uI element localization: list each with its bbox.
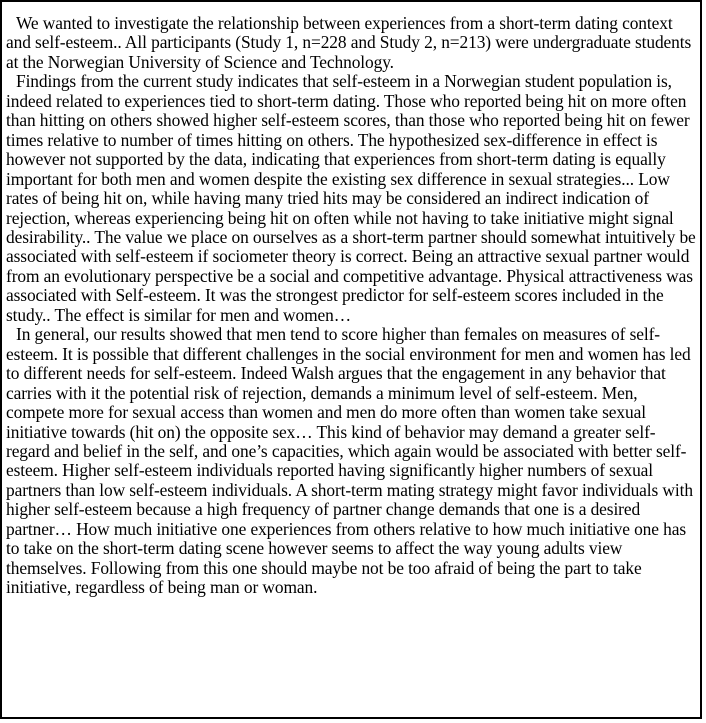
paragraph-2: Findings from the current study indicates that self-esteem in a Norwegian student population is, indeed related to experiences tied to short-term dating. Those who reported being hit on more often than hitting on others showed higher self-esteem scores, than those who reported being hit on fewer times relative to number of times hitting on others. The hypothesized sex-difference in effect is however not supported by the data, indicating that experiences from short-term dating is equally important for both men and women despite the existing sex difference in sexual strategies... Low rates of being hit on, while having many tried hits may be considered an indirect indication of rejection, whereas experiencing being hit on often while not having to take initiative might signal desirability.. The value we place on ourselves as a short-term partner should somewhat intuitively be associated with self-esteem if sociometer theory is correct. Being an attractive sexual partner would from an evolutionary perspective be a social and competitive advantage. Physical attractiveness was associated with Self-esteem. It was the strongest predictor for self-esteem scores included in the study.. The effect is similar for men and women… — [6, 71, 696, 325]
document-body — [6, 14, 696, 598]
paragraph-1: We wanted to investigate the relationship between experiences from a short-term dating context and self-esteem.. All participants (Study 1, n=228 and Study 2, n=213) were undergraduate students at the Norwegian University of Science and Technology. — [6, 13, 692, 72]
paragraph-3: In general, our results showed that men tend to score higher than females on measures of self-esteem. It is possible that different challenges in the social environment for men and women has led to different needs for self-esteem. Indeed Walsh argues that the engagement in any behavior that carries with it the potential risk of rejection, demands a minimum level of self-esteem. Men, compete more for sexual access than women and men do more often than women take sexual initiative towards (hit on) the opposite sex… This kind of behavior may demand a greater self-regard and belief in the self, and one’s capacities, which again would be associated with better self-esteem. Higher self-esteem individuals reported having significantly higher numbers of sexual partners than low self-esteem individuals. A short-term mating strategy might favor individuals with higher self-esteem because a high frequency of partner change demands that one is a desired partner… How much initiative one experiences from others relative to how much initiative one has to take on the short-term dating scene however seems to affect the way young adults view themselves. Following from this one should maybe not be too afraid of being the part to take initiative, regardless of being man or woman. — [6, 324, 693, 598]
